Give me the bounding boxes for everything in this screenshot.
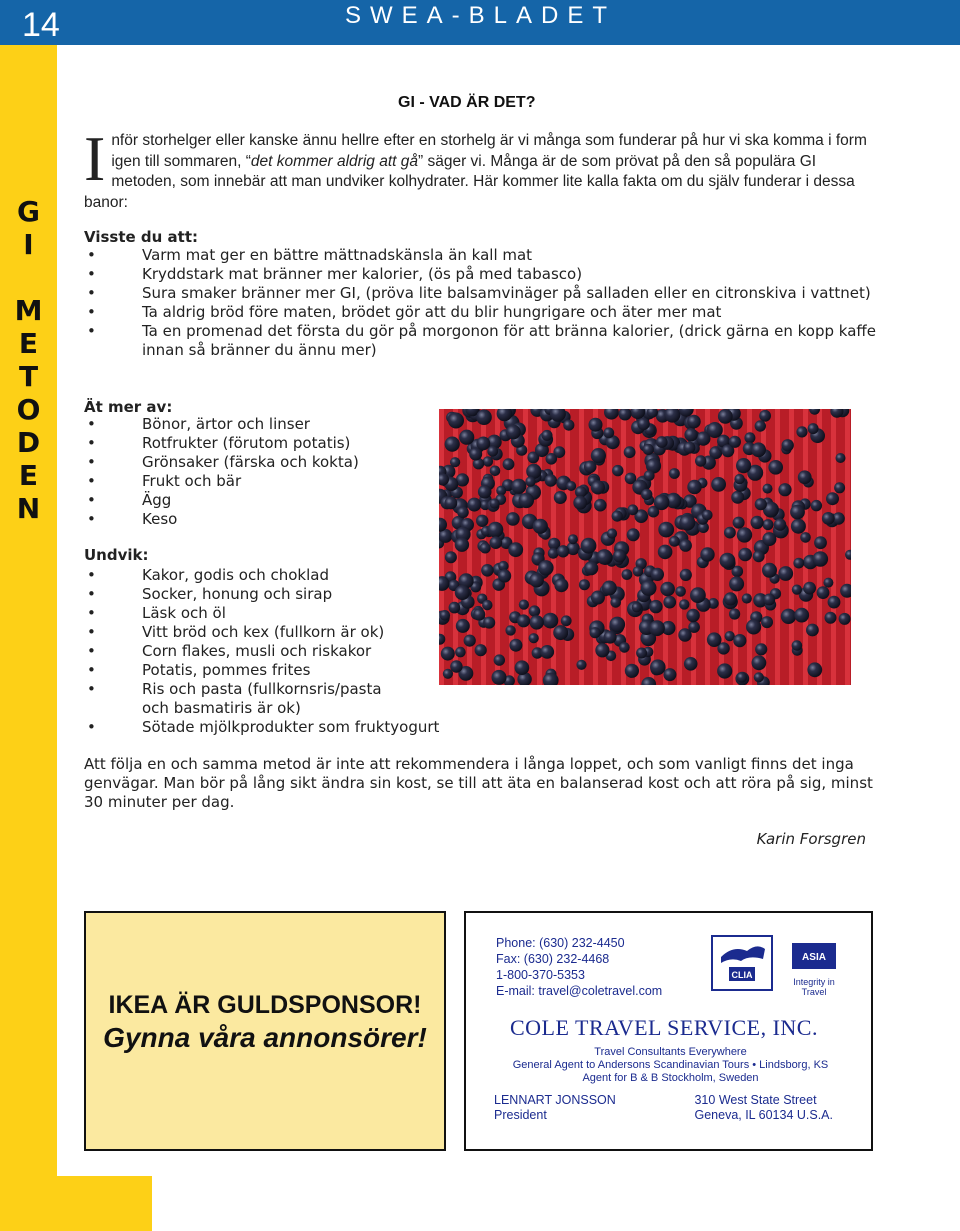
berry <box>543 613 559 629</box>
berry <box>490 536 503 549</box>
berry <box>660 582 675 597</box>
sponsor-notice <box>84 911 446 1151</box>
sidebar-footer-block <box>57 1176 152 1231</box>
berry <box>762 532 776 546</box>
berry <box>489 498 499 508</box>
berry <box>753 550 765 562</box>
berry <box>475 644 487 656</box>
berry <box>836 453 846 463</box>
berry <box>517 614 530 627</box>
berry <box>545 474 557 486</box>
berry <box>464 635 476 647</box>
berry <box>702 510 713 521</box>
berry <box>774 518 786 530</box>
berry <box>445 437 460 452</box>
berry <box>839 613 851 625</box>
berry <box>509 639 522 652</box>
list-item: • Bönor, ärtor och linser <box>87 415 310 433</box>
vertical-letter: T <box>18 360 39 393</box>
list-item: • Ta aldrig bröd före maten, brödet gör att du blir hungrigare och äter mer mat <box>87 303 722 321</box>
berry <box>737 672 747 682</box>
berry <box>650 659 666 675</box>
berry <box>515 660 530 675</box>
berry <box>737 527 752 542</box>
berry <box>506 425 521 440</box>
berry <box>678 628 691 641</box>
berry <box>595 643 609 657</box>
berry <box>573 496 587 510</box>
berry <box>636 648 647 659</box>
berry <box>656 436 668 448</box>
berry <box>733 634 746 647</box>
berry <box>561 615 572 626</box>
berry <box>763 594 775 606</box>
berry <box>449 602 461 614</box>
asia-logo-text: ASIA <box>802 952 826 963</box>
ad-company-name: COLE TRAVEL SERVICE, INC. <box>510 1015 818 1040</box>
list-undvik <box>84 566 484 737</box>
list-item: • Potatis, pommes frites <box>87 661 311 679</box>
berry <box>720 553 736 569</box>
berry <box>679 515 695 531</box>
berry <box>505 625 515 635</box>
berry <box>506 512 520 526</box>
ad-tagline-block <box>466 1046 875 1085</box>
berry <box>494 654 505 665</box>
berry <box>807 662 822 677</box>
ad-address-2: Geneva, IL 60134 U.S.A. <box>694 1108 833 1122</box>
berry <box>459 430 474 445</box>
berry <box>496 486 506 496</box>
vertical-letter: I <box>23 228 34 261</box>
intro-text-2: ” säger vi. Många är de som prövat på den så populära GI metoden, som innebär att man undviker kolhydrater. Här kommer lite kalla fakta om du själv funderar i dessa banor: <box>84 152 855 211</box>
asia-logo <box>786 935 842 997</box>
berry <box>781 609 796 624</box>
berry <box>511 479 526 494</box>
berry <box>755 498 767 510</box>
ad-person-name: LENNART JONSSON <box>494 1093 616 1107</box>
berry <box>473 608 485 620</box>
vertical-letter: M <box>14 294 43 327</box>
berry <box>622 569 633 580</box>
berry <box>731 491 744 504</box>
berry <box>624 446 636 458</box>
berry <box>503 458 515 470</box>
berry <box>684 428 697 441</box>
list-visste <box>84 246 884 360</box>
berry <box>542 430 553 441</box>
berry <box>663 668 676 681</box>
berry <box>734 474 744 484</box>
list-item: • Läsk och öl <box>87 604 226 622</box>
asia-logo-caption: Integrity in Travel <box>793 977 835 997</box>
berry <box>455 647 466 658</box>
berry <box>755 420 766 431</box>
berry <box>663 596 676 609</box>
vertical-letter: E <box>18 327 39 360</box>
blueberries-image <box>439 409 851 685</box>
berry <box>603 427 614 438</box>
berry <box>763 519 774 530</box>
berry <box>627 528 640 541</box>
berry <box>754 672 764 682</box>
berry <box>649 620 665 636</box>
blueberries-photo <box>439 409 851 685</box>
berry <box>529 573 544 588</box>
berry <box>529 633 539 643</box>
berry <box>711 477 726 492</box>
berry <box>686 609 699 622</box>
berry <box>457 507 469 519</box>
berry <box>729 436 741 448</box>
berry <box>649 600 662 613</box>
berry <box>525 476 535 486</box>
list-item: • Kakor, godis och choklad <box>87 566 329 584</box>
berry <box>441 647 455 661</box>
berry <box>778 483 791 496</box>
berry <box>456 619 470 633</box>
berry <box>637 418 649 430</box>
list-item: • Sötade mjölkprodukter som fruktyogurt <box>87 718 440 736</box>
berry <box>762 563 777 578</box>
berry <box>717 663 732 678</box>
list-item: • Sura smaker bränner mer GI, (pröva lite balsamvinäger på salladen eller en citronskiva i vattnet) <box>87 284 871 302</box>
berry <box>746 619 761 634</box>
list-item: • Ägg <box>87 491 172 509</box>
berry <box>612 465 623 476</box>
berry <box>554 578 568 592</box>
berry <box>679 599 689 609</box>
berry <box>482 600 492 610</box>
berry <box>792 640 803 651</box>
berry <box>806 624 819 637</box>
list-item: • Grönsaker (färska och kokta) <box>87 453 359 471</box>
berry <box>607 528 617 538</box>
berry <box>658 545 673 560</box>
berry <box>675 586 686 597</box>
berry <box>490 466 501 477</box>
berry <box>679 539 692 552</box>
berry <box>602 581 617 596</box>
section-heading-at-mer: Ät mer av: <box>84 398 173 416</box>
berry <box>751 442 766 457</box>
travel-advertisement <box>464 911 873 1151</box>
vertical-letter: E <box>18 459 39 492</box>
ad-person-title: President <box>494 1108 547 1122</box>
berry <box>591 591 605 605</box>
clia-logo-text: CLIA <box>731 970 753 980</box>
berry <box>761 616 773 628</box>
berry <box>557 545 569 557</box>
berry <box>683 442 695 454</box>
ad-person-block <box>494 1093 616 1123</box>
magazine-title: SWEA-BLADET <box>345 2 617 29</box>
berry <box>811 500 822 511</box>
berry <box>610 617 626 633</box>
intro-quote: det kommer aldrig att gå <box>250 152 418 170</box>
berry <box>752 655 767 670</box>
list-item: • Corn flakes, musli och riskakor <box>87 642 372 660</box>
berry <box>591 480 605 494</box>
berry <box>828 596 841 609</box>
berry <box>790 505 805 520</box>
ad-phone: Phone: (630) 232-4450 <box>496 936 625 950</box>
page-header <box>0 0 960 45</box>
berry <box>589 418 603 432</box>
berry <box>796 426 807 437</box>
sidebar-stripe <box>0 45 57 1231</box>
ad-tagline-3: Agent for B & B Stockholm, Sweden <box>582 1072 759 1084</box>
ad-email: E-mail: travel@coletravel.com <box>496 984 663 998</box>
berry <box>488 522 504 538</box>
ad-fax: Fax: (630) 232-4468 <box>496 952 610 966</box>
berry <box>625 664 639 678</box>
berry <box>576 660 586 670</box>
sponsor-subline: Gynna våra annonsörer! <box>103 1022 427 1053</box>
ad-contact-block <box>496 935 662 999</box>
berry <box>530 615 544 629</box>
list-item: • Vitt bröd och kex (fullkorn är ok) <box>87 623 385 641</box>
berry <box>597 549 613 565</box>
intro-text-1: nför storhelger eller kanske ännu hellre efter en storhelg är vi många som funderar på hur vi ska komma i form igen till sommaren, “ <box>111 132 867 170</box>
berry <box>755 643 767 655</box>
berry <box>566 481 576 491</box>
berry <box>492 670 507 685</box>
berry <box>641 580 657 596</box>
berry <box>794 608 809 623</box>
berry <box>736 458 751 473</box>
berry <box>480 543 491 554</box>
berry <box>450 457 460 467</box>
berry <box>791 519 806 534</box>
berry <box>798 470 812 484</box>
berry <box>476 409 492 425</box>
berry <box>707 422 723 438</box>
berry <box>803 582 816 595</box>
berry <box>782 439 794 451</box>
berry <box>448 413 464 429</box>
berry <box>792 585 802 595</box>
berry <box>834 482 845 493</box>
berry <box>707 632 722 647</box>
berry <box>604 631 617 644</box>
berry <box>759 410 771 422</box>
berry <box>476 437 490 451</box>
berry <box>763 484 773 494</box>
berry <box>579 579 590 590</box>
berry <box>440 610 451 621</box>
berry <box>738 548 752 562</box>
berry <box>467 498 481 512</box>
berry <box>644 470 655 481</box>
berry <box>808 423 819 434</box>
list-item: • Kryddstark mat bränner mer kalorier, (ös på med tabasco) <box>87 265 583 283</box>
berry <box>526 464 541 479</box>
berry <box>718 409 733 424</box>
berry <box>590 627 601 638</box>
berry <box>651 568 664 581</box>
berry <box>751 516 764 529</box>
section-heading-undvik: Undvik: <box>84 546 149 564</box>
berry <box>814 536 827 549</box>
berry <box>613 549 626 562</box>
berry <box>695 455 706 466</box>
clia-logo <box>711 935 773 991</box>
page-number: 14 <box>22 6 60 44</box>
drop-cap: I <box>84 123 106 194</box>
berry <box>724 592 737 605</box>
author-signature: Karin Forsgren <box>756 830 866 848</box>
berry <box>487 446 498 457</box>
berry <box>584 561 598 575</box>
list-item: • Varm mat ger en bättre mättnadskänsla än kall mat <box>87 246 533 264</box>
list-item: • Rotfrukter (förutom potatis) <box>87 434 351 452</box>
list-item: • Ris och pasta (fullkornsris/pasta och basmatiris är ok) <box>87 680 382 717</box>
berry <box>744 432 755 443</box>
list-item: • Frukt och bär <box>87 472 242 490</box>
berry <box>825 612 837 624</box>
berry <box>568 534 578 544</box>
berry <box>632 602 642 612</box>
vertical-letter: D <box>16 426 41 459</box>
berry <box>533 519 548 534</box>
clia-logo-icon <box>713 937 771 989</box>
berry <box>669 468 680 479</box>
berry <box>554 491 567 504</box>
berry <box>476 515 488 527</box>
vertical-letter: G <box>17 195 40 228</box>
berry <box>724 527 736 539</box>
vertical-letter <box>0 261 57 294</box>
berry <box>445 497 458 510</box>
intro-paragraph <box>84 123 869 213</box>
berry <box>591 448 606 463</box>
asia-logo-icon <box>786 935 842 975</box>
berry <box>548 548 559 559</box>
berry <box>823 578 833 588</box>
berry <box>690 587 706 603</box>
berry <box>498 569 511 582</box>
vertical-title <box>0 195 57 525</box>
article-title: GI - VAD ÄR DET? <box>398 94 536 111</box>
berry <box>822 512 835 525</box>
berry <box>826 492 839 505</box>
ad-address-block <box>694 1093 833 1123</box>
berry <box>669 536 680 547</box>
berry <box>610 597 621 608</box>
vertical-letter: O <box>16 393 41 426</box>
list-item: • Keso <box>87 510 178 528</box>
berry <box>684 657 698 671</box>
berry <box>817 586 830 599</box>
berry <box>813 551 829 567</box>
berry <box>687 415 701 429</box>
berry <box>778 566 793 581</box>
berry <box>612 511 623 522</box>
berry <box>700 547 714 561</box>
ad-tagline-1: Travel Consultants Everywhere <box>594 1046 747 1058</box>
list-at-mer <box>84 415 434 529</box>
berry <box>563 420 574 431</box>
sponsor-headline: IKEA ÄR GULDSPONSOR! <box>108 991 422 1019</box>
berry <box>540 645 554 659</box>
berry <box>733 517 745 529</box>
berry <box>768 460 783 475</box>
list-item: • Ta en promenad det första du gör på morgonon för att bränna kalorier, (drick gärna en kopp kaffe innan så bränner du ännu mer) <box>87 322 876 359</box>
berry <box>654 495 670 511</box>
berry <box>455 538 469 552</box>
berry <box>445 551 457 563</box>
berry <box>450 660 462 672</box>
berry <box>584 461 597 474</box>
berry <box>658 522 674 538</box>
ad-tollfree: 1-800-370-5353 <box>496 968 585 982</box>
berry <box>793 558 804 569</box>
berry <box>553 625 568 640</box>
berry <box>538 560 553 575</box>
berry <box>529 605 540 616</box>
ad-tagline-2: General Agent to Andersons Scandinavian Tours • Lindsborg, KS <box>512 1059 829 1071</box>
ad-address-1: 310 West State Street <box>694 1093 817 1107</box>
berry <box>581 538 597 554</box>
berry <box>455 585 470 600</box>
closing-paragraph: Att följa en och samma metod är inte att rekommendera i långa loppet, och som vanligt finns det inga genvägar. Man bör på lång sikt ändra sin kost, se till att äta en balanserad kost och att röra på sig, minst 30 minuter per dag. <box>84 755 873 811</box>
section-heading-visste: Visste du att: <box>84 228 199 246</box>
berry <box>729 608 740 619</box>
berry <box>680 569 692 581</box>
berry <box>478 485 492 499</box>
berry <box>633 566 644 577</box>
berry <box>627 504 638 515</box>
berry <box>483 617 495 629</box>
berry <box>508 542 523 557</box>
berry <box>742 593 752 603</box>
list-item: • Socker, honung och sirap <box>87 585 333 603</box>
berry <box>481 564 494 577</box>
berry <box>594 499 607 512</box>
berry <box>519 600 529 610</box>
berry <box>619 642 630 653</box>
berry <box>800 532 811 543</box>
berry <box>729 576 744 591</box>
berry <box>641 489 652 500</box>
berry <box>546 453 558 465</box>
vertical-letter: N <box>16 492 41 525</box>
berry <box>643 444 654 455</box>
berry <box>519 493 534 508</box>
berry <box>687 480 701 494</box>
